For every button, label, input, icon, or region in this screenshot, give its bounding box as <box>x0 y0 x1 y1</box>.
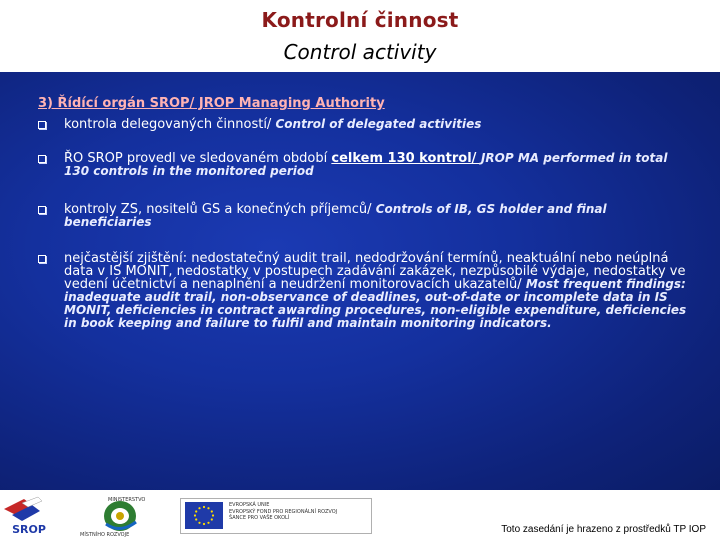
bullet-text-en: Most frequent findings: inadequate audit trail, non-observance of deadlines, out-of-date or incomplete data in IS MONIT, deficiencies in contract awarding procedures, non-eligible expenditure, deficiencies in book keeping and failure to fulfil and maintain monitoring indicators. <box>64 277 687 330</box>
srop-logo <box>2 495 56 537</box>
bullet-text-en: Control of delegated activities <box>271 117 482 131</box>
ministry-logo-bottom-text: MÍSTNÍHO ROZVOJE <box>80 532 130 538</box>
srop-logo-text: SROP <box>12 523 46 536</box>
slide-header <box>0 0 720 72</box>
eu-funding-badge <box>180 498 372 534</box>
bullet-item <box>38 203 688 233</box>
eu-funding-text <box>229 502 367 522</box>
eu-line: EVROPSKÁ UNIE <box>229 502 270 508</box>
square-bullet-icon <box>38 255 46 263</box>
section-heading: 3) Řídící orgán SROP/ JROP Managing Authority <box>38 96 385 111</box>
bullet-text-cz: nejčastější zjištění: nedostatečný audit trail, nedodržování termínů, neaktuální nebo neúplná data v IS MONIT, nedostatky v postupech zadávání zakázek, nezpůsobilé výdaje, nedostatky ve vedení účetnictví a nenaplnění a neudržení monitorovacích ukazatelů/ <box>64 251 686 292</box>
square-bullet-icon <box>38 155 46 163</box>
funding-note: Toto zasedání je hrazeno z prostředků TP IOP <box>501 524 706 535</box>
slide-footer <box>0 490 720 540</box>
bullet-text-cz: kontroly ZS, nositelů GS a konečných příjemců/ <box>64 202 372 217</box>
bullet-item <box>38 152 688 182</box>
bullet-item <box>38 118 688 138</box>
eu-line: ŠANCE PRO VAŠE OKOLÍ <box>229 515 290 521</box>
bullet-text-cz: kontrola delegovaných činností/ <box>64 117 272 132</box>
square-bullet-icon <box>38 121 46 129</box>
title-english: Control activity <box>283 40 437 64</box>
ministry-logo-top-text: MINISTERSTVO <box>108 497 146 503</box>
title-czech: Kontrolní činnost <box>261 8 459 32</box>
bullet-text-highlight: celkem 130 kontrol/ <box>331 151 481 166</box>
bullet-item <box>38 252 688 362</box>
bullet-text-cz: ŘO SROP provedl ve sledovaném období <box>64 151 332 166</box>
bullet-text-en: Controls of IB, GS holder and final beneficiaries <box>64 202 607 229</box>
bullet-text-en: JROP MA performed in total 130 controls in the monitored period <box>64 151 668 178</box>
eu-line: EVROPSKÝ FOND PRO REGIONÁLNÍ ROZVOJ <box>229 508 338 515</box>
eu-flag-icon <box>185 502 223 529</box>
square-bullet-icon <box>38 206 46 214</box>
slide-body <box>0 72 720 490</box>
ministry-logo <box>78 494 146 538</box>
